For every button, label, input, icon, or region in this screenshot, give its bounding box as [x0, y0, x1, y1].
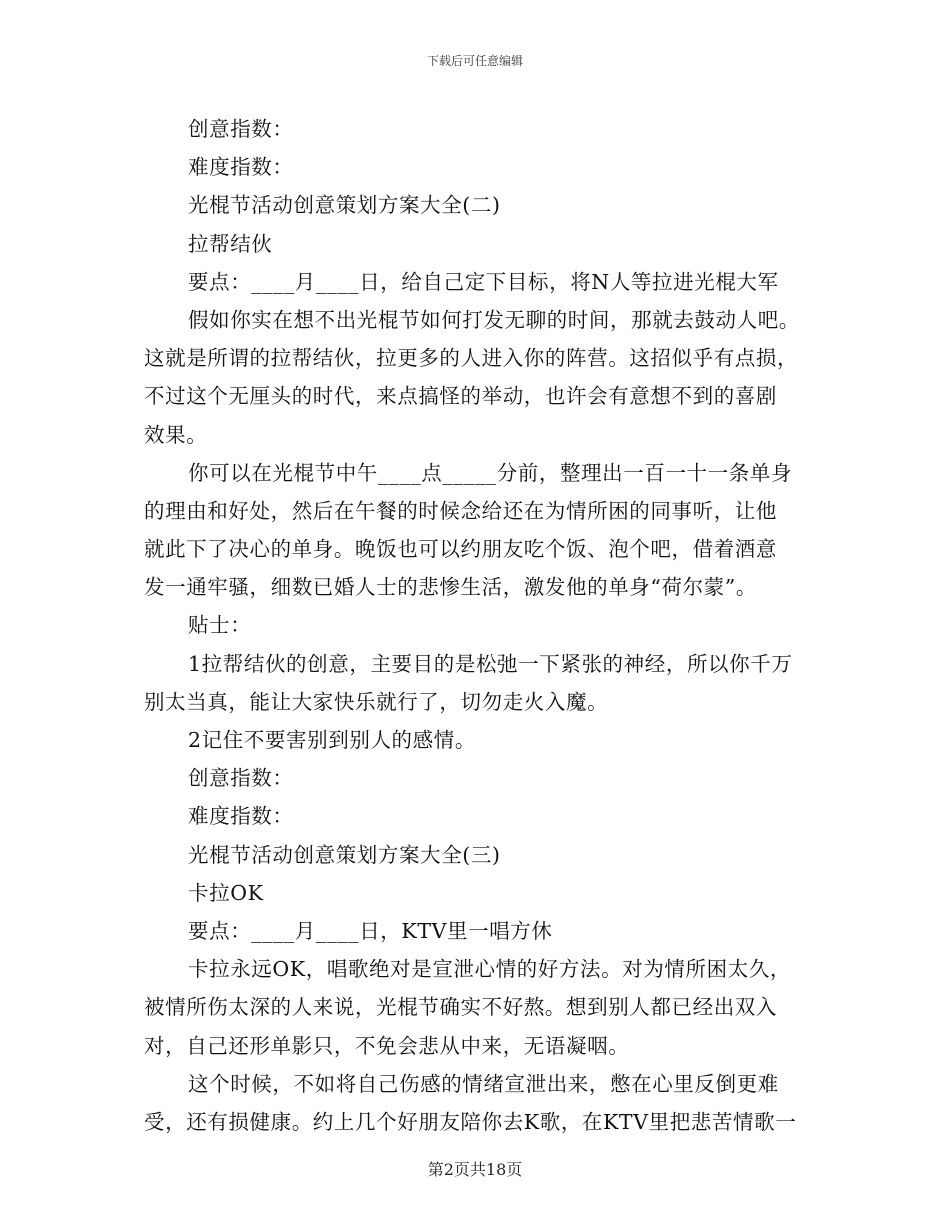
text-line: 发一通牢骚，细数已婚人士的悲惨生活，激发他的单身“荷尔蒙”。	[144, 575, 757, 600]
text-line: 效果。	[144, 422, 208, 447]
text-line: 拉帮结伙	[188, 231, 273, 256]
text-line: 就此下了决心的单身。晚饭也可以约朋友吃个饭、泡个吧，借着酒意	[144, 537, 777, 562]
text-line: 光棍节活动创意策划方案大全(三)	[188, 842, 501, 867]
text-line: 1拉帮结伙的创意，主要目的是松弛一下紧张的神经，所以你千万	[188, 651, 793, 676]
text-line: 这就是所谓的拉帮结伙，拉更多的人进入你的阵营。这招似乎有点损，	[144, 346, 799, 371]
text-line: 被情所伤太深的人来说，光棍节确实不好熬。想到别人都已经出双入	[144, 995, 777, 1020]
text-line: 创意指数：	[188, 766, 294, 791]
text-line: 的理由和好处，然后在午餐的时候念给还在为情所困的同事听，让他	[144, 498, 777, 523]
text-line: 卡拉永远OK，唱歌绝对是宣泄心情的好方法。对为情所困太久，	[188, 957, 792, 982]
text-line: 要点：____月____日，KTV里一唱方休	[188, 918, 553, 943]
document-body	[144, 110, 814, 1141]
text-line: 不过这个无厘头的时代，来点搞怪的举动，也许会有意想不到的喜剧	[144, 384, 777, 409]
text-line: 2记住不要害别到别人的感情。	[188, 728, 476, 752]
page-footer: 第2页共18页	[427, 1160, 523, 1179]
text-line: 要点：____月____日，给自己定下目标，将N人等拉进光棍大军	[188, 269, 779, 294]
text-line: 这个时候，不如将自己伤感的情绪宣泄出来，憋在心里反倒更难	[188, 1071, 779, 1096]
text-line: 难度指数：	[188, 155, 294, 180]
text-line: 受，还有损健康。约上几个好朋友陪你去K歌，在KTV里把悲苦情歌一	[144, 1109, 797, 1134]
text-line: 卡拉OK	[188, 880, 264, 905]
text-line: 别太当真，能让大家快乐就行了，切勿走火入魔。	[144, 689, 609, 714]
text-line: 你可以在光棍节中午____点_____分前，整理出一百一十一条单身	[188, 460, 793, 485]
text-line: 贴士：	[188, 613, 252, 638]
text-line: 创意指数：	[188, 117, 294, 141]
text-line: 对，自己还形单影只，不免会悲从中来，无语凝咽。	[144, 1033, 630, 1058]
text-line: 难度指数：	[188, 804, 294, 829]
page-header: 下载后可任意编辑	[426, 54, 523, 68]
text-line: 假如你实在想不出光棍节如何打发无聊的时间，那就去鼓动人吧。	[188, 307, 800, 332]
text-line: 光棍节活动创意策划方案大全(二)	[188, 193, 501, 218]
